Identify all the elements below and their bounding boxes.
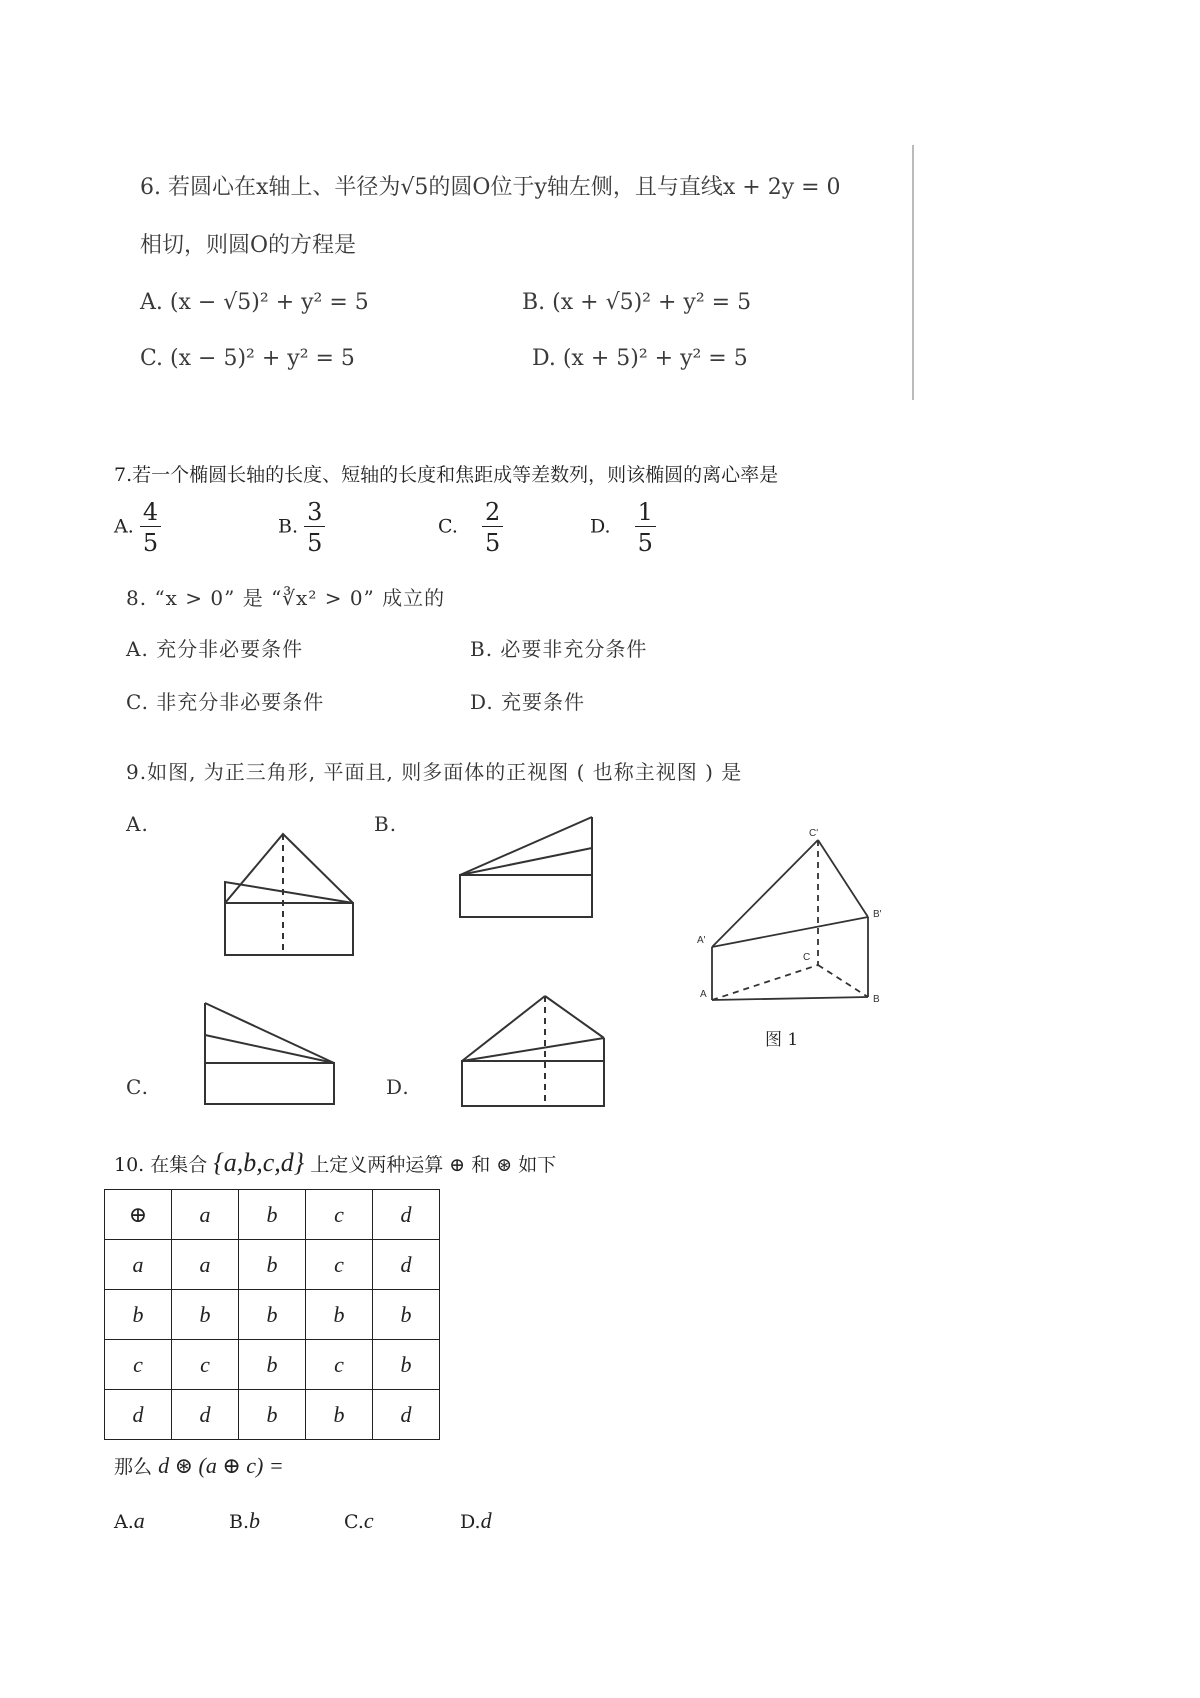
table-row [105,1240,440,1290]
table-cell: c [306,1240,373,1290]
q9-option-a-label[interactable]: A. [126,812,149,836]
q6-stem-line1: 6. 若圆心在x轴上、半径为√5的圆O位于y轴左侧，且与直线x + 2y = 0 [140,175,841,200]
table-row [105,1340,440,1390]
option-label: D. [590,515,611,538]
table-cell: b [239,1340,306,1390]
point-label: B [873,994,880,1005]
q10-question-expr: d ⊛ (a ⊕ c) = [158,1453,284,1478]
option-label: C. [438,515,458,538]
view-d-drawing[interactable] [462,996,604,1106]
table-cell: b [239,1240,306,1290]
q8-option-c[interactable]: C. 非充分非必要条件 [126,690,325,714]
table-cell: ⊕ [105,1190,172,1240]
table-cell: b [239,1190,306,1240]
table-cell: d [373,1190,440,1240]
q8-option-a[interactable]: A. 充分非必要条件 [126,637,304,661]
table-cell: b [373,1340,440,1390]
option-value: d [480,1508,492,1533]
q10-stem-prefix: 10. 在集合 [114,1154,208,1176]
option-value: c [363,1508,374,1533]
table-cell: a [172,1240,239,1290]
table-row [105,1390,440,1440]
q10-question [114,1452,284,1479]
table-cell: b [306,1390,373,1440]
point-label: A' [697,935,706,946]
table-cell: b [172,1290,239,1340]
figure-caption: 图 1 [765,1030,799,1050]
table-cell: d [373,1240,440,1290]
q8-option-d[interactable]: D. 充要条件 [470,690,586,714]
table-cell: c [105,1340,172,1390]
table-cell: b [105,1290,172,1340]
q9-option-b-label[interactable]: B. [374,812,398,836]
q6-option-b[interactable]: B. (x + √5)² + y² = 5 [522,290,752,315]
option-label: D. [460,1511,481,1533]
table-cell: b [373,1290,440,1340]
q10-stem-suffix: 上定义两种运算 ⊕ 和 ⊛ 如下 [310,1154,557,1176]
table-cell: c [172,1340,239,1390]
q6-stem-line2: 相切，则圆O的方程是 [140,233,357,258]
operation-table [104,1189,440,1440]
point-label: A [700,989,707,1000]
point-label: C [803,952,811,963]
q10-set: {a,b,c,d} [213,1148,305,1177]
fraction: $\frac{2}{5}$ [482,500,503,555]
figure-1-prism [712,840,868,1000]
q9-option-c-label[interactable]: C. [126,1075,149,1099]
q6-option-d[interactable]: D. (x + 5)² + y² = 5 [532,346,748,371]
q9-option-d-label[interactable]: D. [386,1075,410,1099]
point-label: B' [873,909,882,920]
table-cell: c [306,1190,373,1240]
option-label: A. [114,1511,134,1533]
q10-option-c[interactable] [344,1508,374,1534]
table-row [105,1190,440,1240]
point-label: C' [809,828,819,839]
q10-question-prefix: 那么 [114,1456,153,1478]
q9-stem: 9.如图, 为正三角形, 平面且, 则多面体的正视图 ( 也称主视图 ) 是 [126,760,743,784]
q10-option-b[interactable] [229,1508,260,1534]
table-cell: a [105,1240,172,1290]
view-a-drawing[interactable] [225,834,353,955]
view-c-drawing[interactable] [205,1003,334,1104]
figure-1-point-labels [697,828,882,1005]
fraction: $\frac{4}{5}$ [140,500,161,555]
q8-stem: 8. “x > 0” 是 “∛x² > 0” 成立的 [126,586,446,610]
option-value: b [249,1508,261,1533]
fraction: $\frac{1}{5}$ [635,500,656,555]
table-cell: b [239,1390,306,1440]
q10-option-d[interactable] [460,1508,492,1534]
q10-option-a[interactable] [114,1508,145,1534]
option-value: a [133,1508,145,1533]
view-b-drawing[interactable] [460,817,592,917]
option-label: A. [114,515,134,538]
q8-option-b[interactable]: B. 必要非充分条件 [470,637,648,661]
table-cell: d [105,1390,172,1440]
table-cell: d [373,1390,440,1440]
option-label: B. [278,515,299,538]
q7-stem: 7.若一个椭圆长轴的长度、短轴的长度和焦距成等差数列，则该椭圆的离心率是 [114,464,779,486]
q6-option-c[interactable]: C. (x − 5)² + y² = 5 [140,346,355,371]
fraction: $\frac{3}{5}$ [304,500,325,555]
q6-option-a[interactable]: A. (x − √5)² + y² = 5 [140,290,369,315]
option-label: B. [229,1511,250,1533]
table-row [105,1290,440,1340]
table-cell: b [306,1290,373,1340]
table-cell: a [172,1190,239,1240]
option-label: C. [344,1511,364,1533]
table-cell: b [239,1290,306,1340]
q10-stem [114,1148,556,1178]
table-cell: c [306,1340,373,1390]
table-cell: d [172,1390,239,1440]
